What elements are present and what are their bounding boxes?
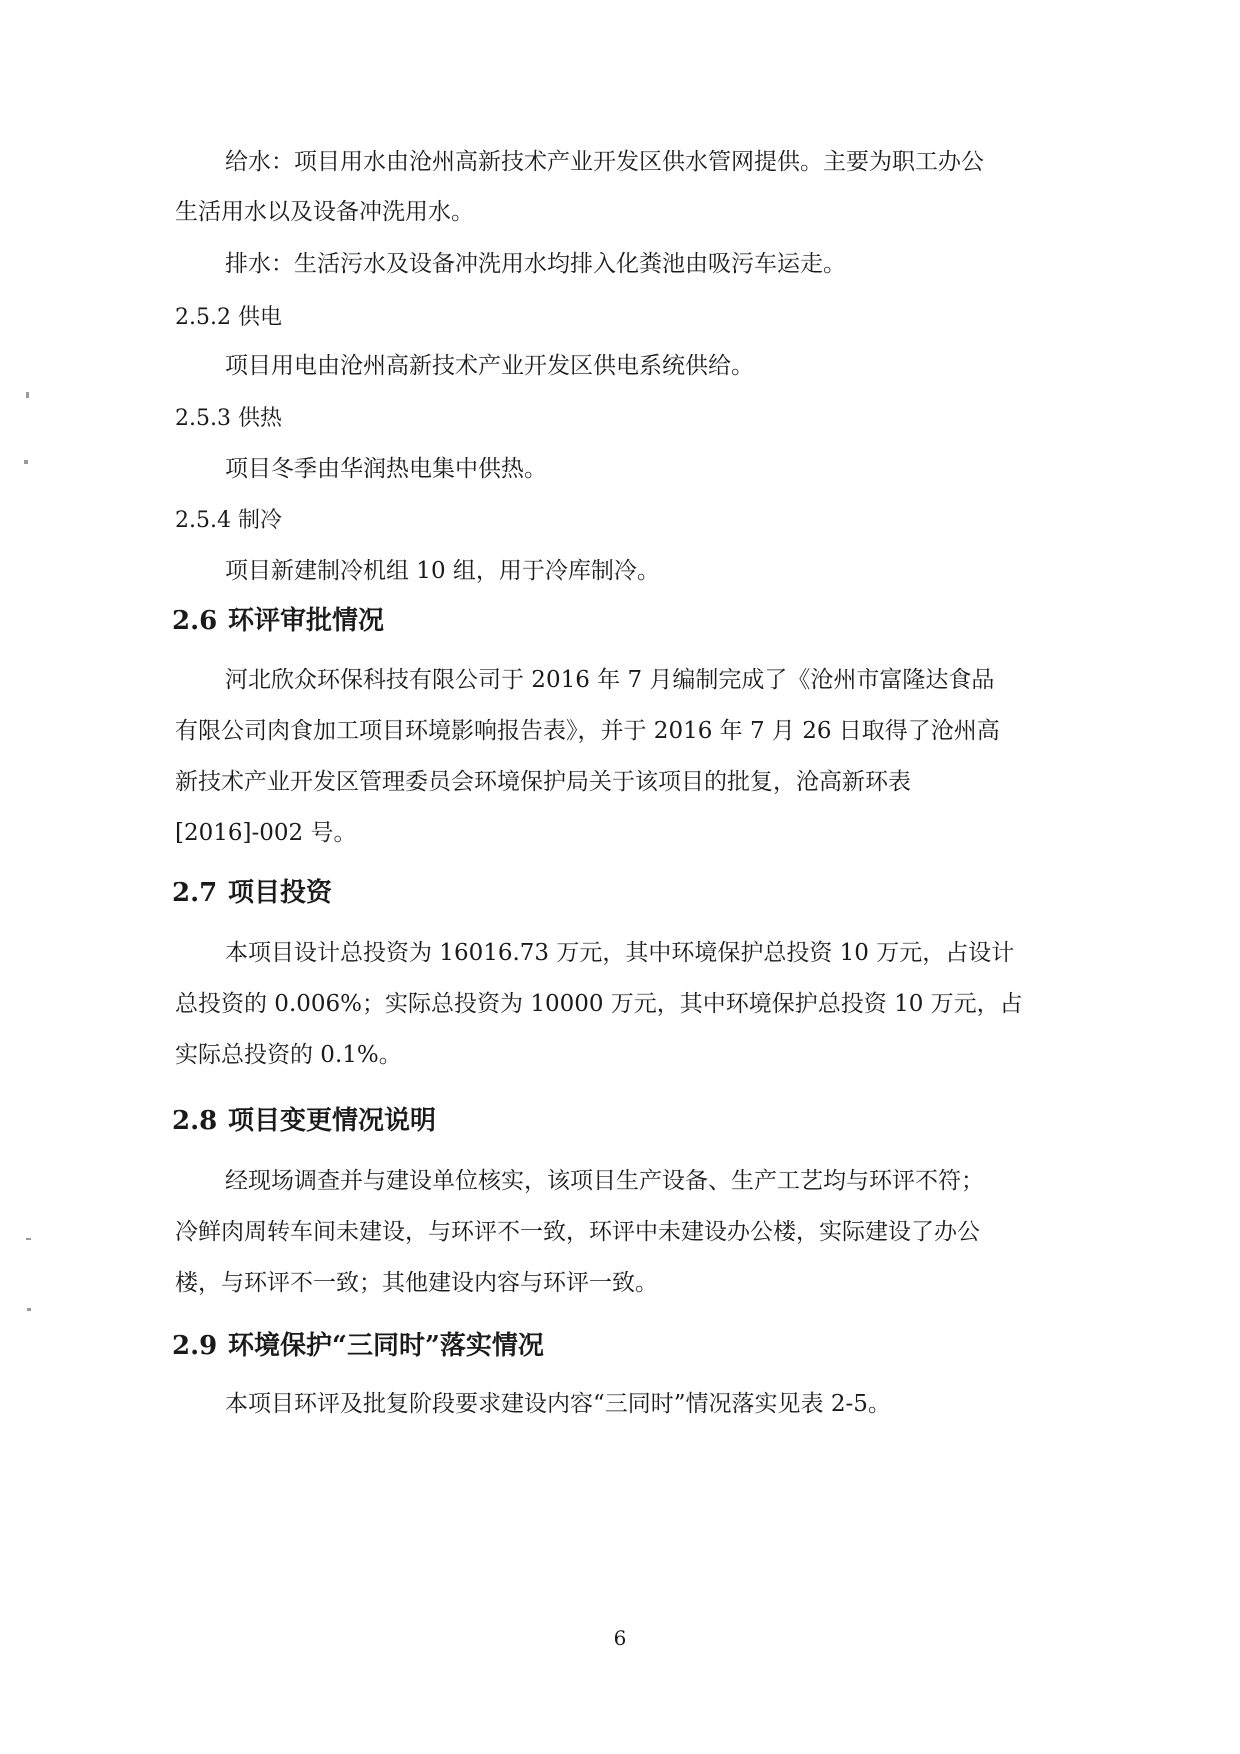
text-line: 河北欣众环保科技有限公司于 2016 年 7 月编制完成了《沧州市富隆达食品 [225, 667, 995, 693]
text-line: 经现场调查并与建设单位核实，该项目生产设备、生产工艺均与环评不符； [225, 1168, 984, 1194]
text-line: 总投资的 0.006%；实际总投资为 10000 万元，其中环境保护总投资 10 万元，占 [175, 991, 1023, 1017]
section-heading [172, 605, 384, 637]
section-title: 环评审批情况 [228, 606, 385, 636]
text-line: 本项目设计总投资为 16016.73 万元，其中环境保护总投资 10 万元，占设计 [225, 940, 1015, 966]
text-line: 楼，与环评不一致；其他建设内容与环评一致。 [175, 1270, 658, 1296]
text-line: 本项目环评及批复阶段要求建设内容“三同时”情况落实见表 2-5。 [225, 1391, 891, 1417]
section-heading [172, 1330, 544, 1362]
section-title: 项目变更情况说明 [228, 1106, 437, 1136]
scan-mark [26, 392, 29, 398]
text-line: 项目用电由沧州高新技术产业开发区供电系统供给。 [225, 353, 754, 379]
subsection-heading: 2.5.2 供电 [175, 305, 282, 330]
section-number: 2.6 [172, 606, 218, 636]
section-number: 2.9 [172, 1331, 218, 1361]
scan-mark [26, 1238, 31, 1240]
text-line: 生活用水以及设备冲洗用水。 [175, 199, 474, 225]
text-line: [2016]-002 号。 [175, 820, 357, 846]
text-line: 有限公司肉食加工项目环境影响报告表》，并于 2016 年 7 月 26 日取得了沧州高 [175, 718, 1000, 744]
section-number: 2.8 [172, 1106, 218, 1136]
text-line: 给水：项目用水由沧州高新技术产业开发区供水管网提供。主要为职工办公 [225, 149, 984, 175]
text-line: 排水：生活污水及设备冲洗用水均排入化粪池由吸污车运走。 [225, 251, 846, 277]
text-line: 项目新建制冷机组 10 组，用于冷库制冷。 [225, 558, 660, 584]
subsection-heading: 2.5.4 制冷 [175, 508, 282, 533]
scan-mark [27, 1308, 31, 1311]
text-line: 新技术产业开发区管理委员会环境保护局关于该项目的批复，沧高新环表 [175, 769, 911, 795]
text-line: 实际总投资的 0.1%。 [175, 1042, 402, 1068]
section-title: 项目投资 [228, 878, 333, 908]
page-number: 6 [613, 1626, 627, 1650]
text-line: 项目冬季由华润热电集中供热。 [225, 456, 547, 482]
section-number: 2.7 [172, 878, 218, 908]
section-heading [172, 877, 332, 909]
text-line: 冷鲜肉周转车间未建设，与环评不一致，环评中未建设办公楼，实际建设了办公 [175, 1219, 980, 1245]
section-title: 环境保护“三同时”落实情况 [228, 1331, 544, 1361]
section-heading [172, 1105, 436, 1137]
subsection-heading: 2.5.3 供热 [175, 406, 282, 431]
scan-mark [24, 460, 28, 464]
